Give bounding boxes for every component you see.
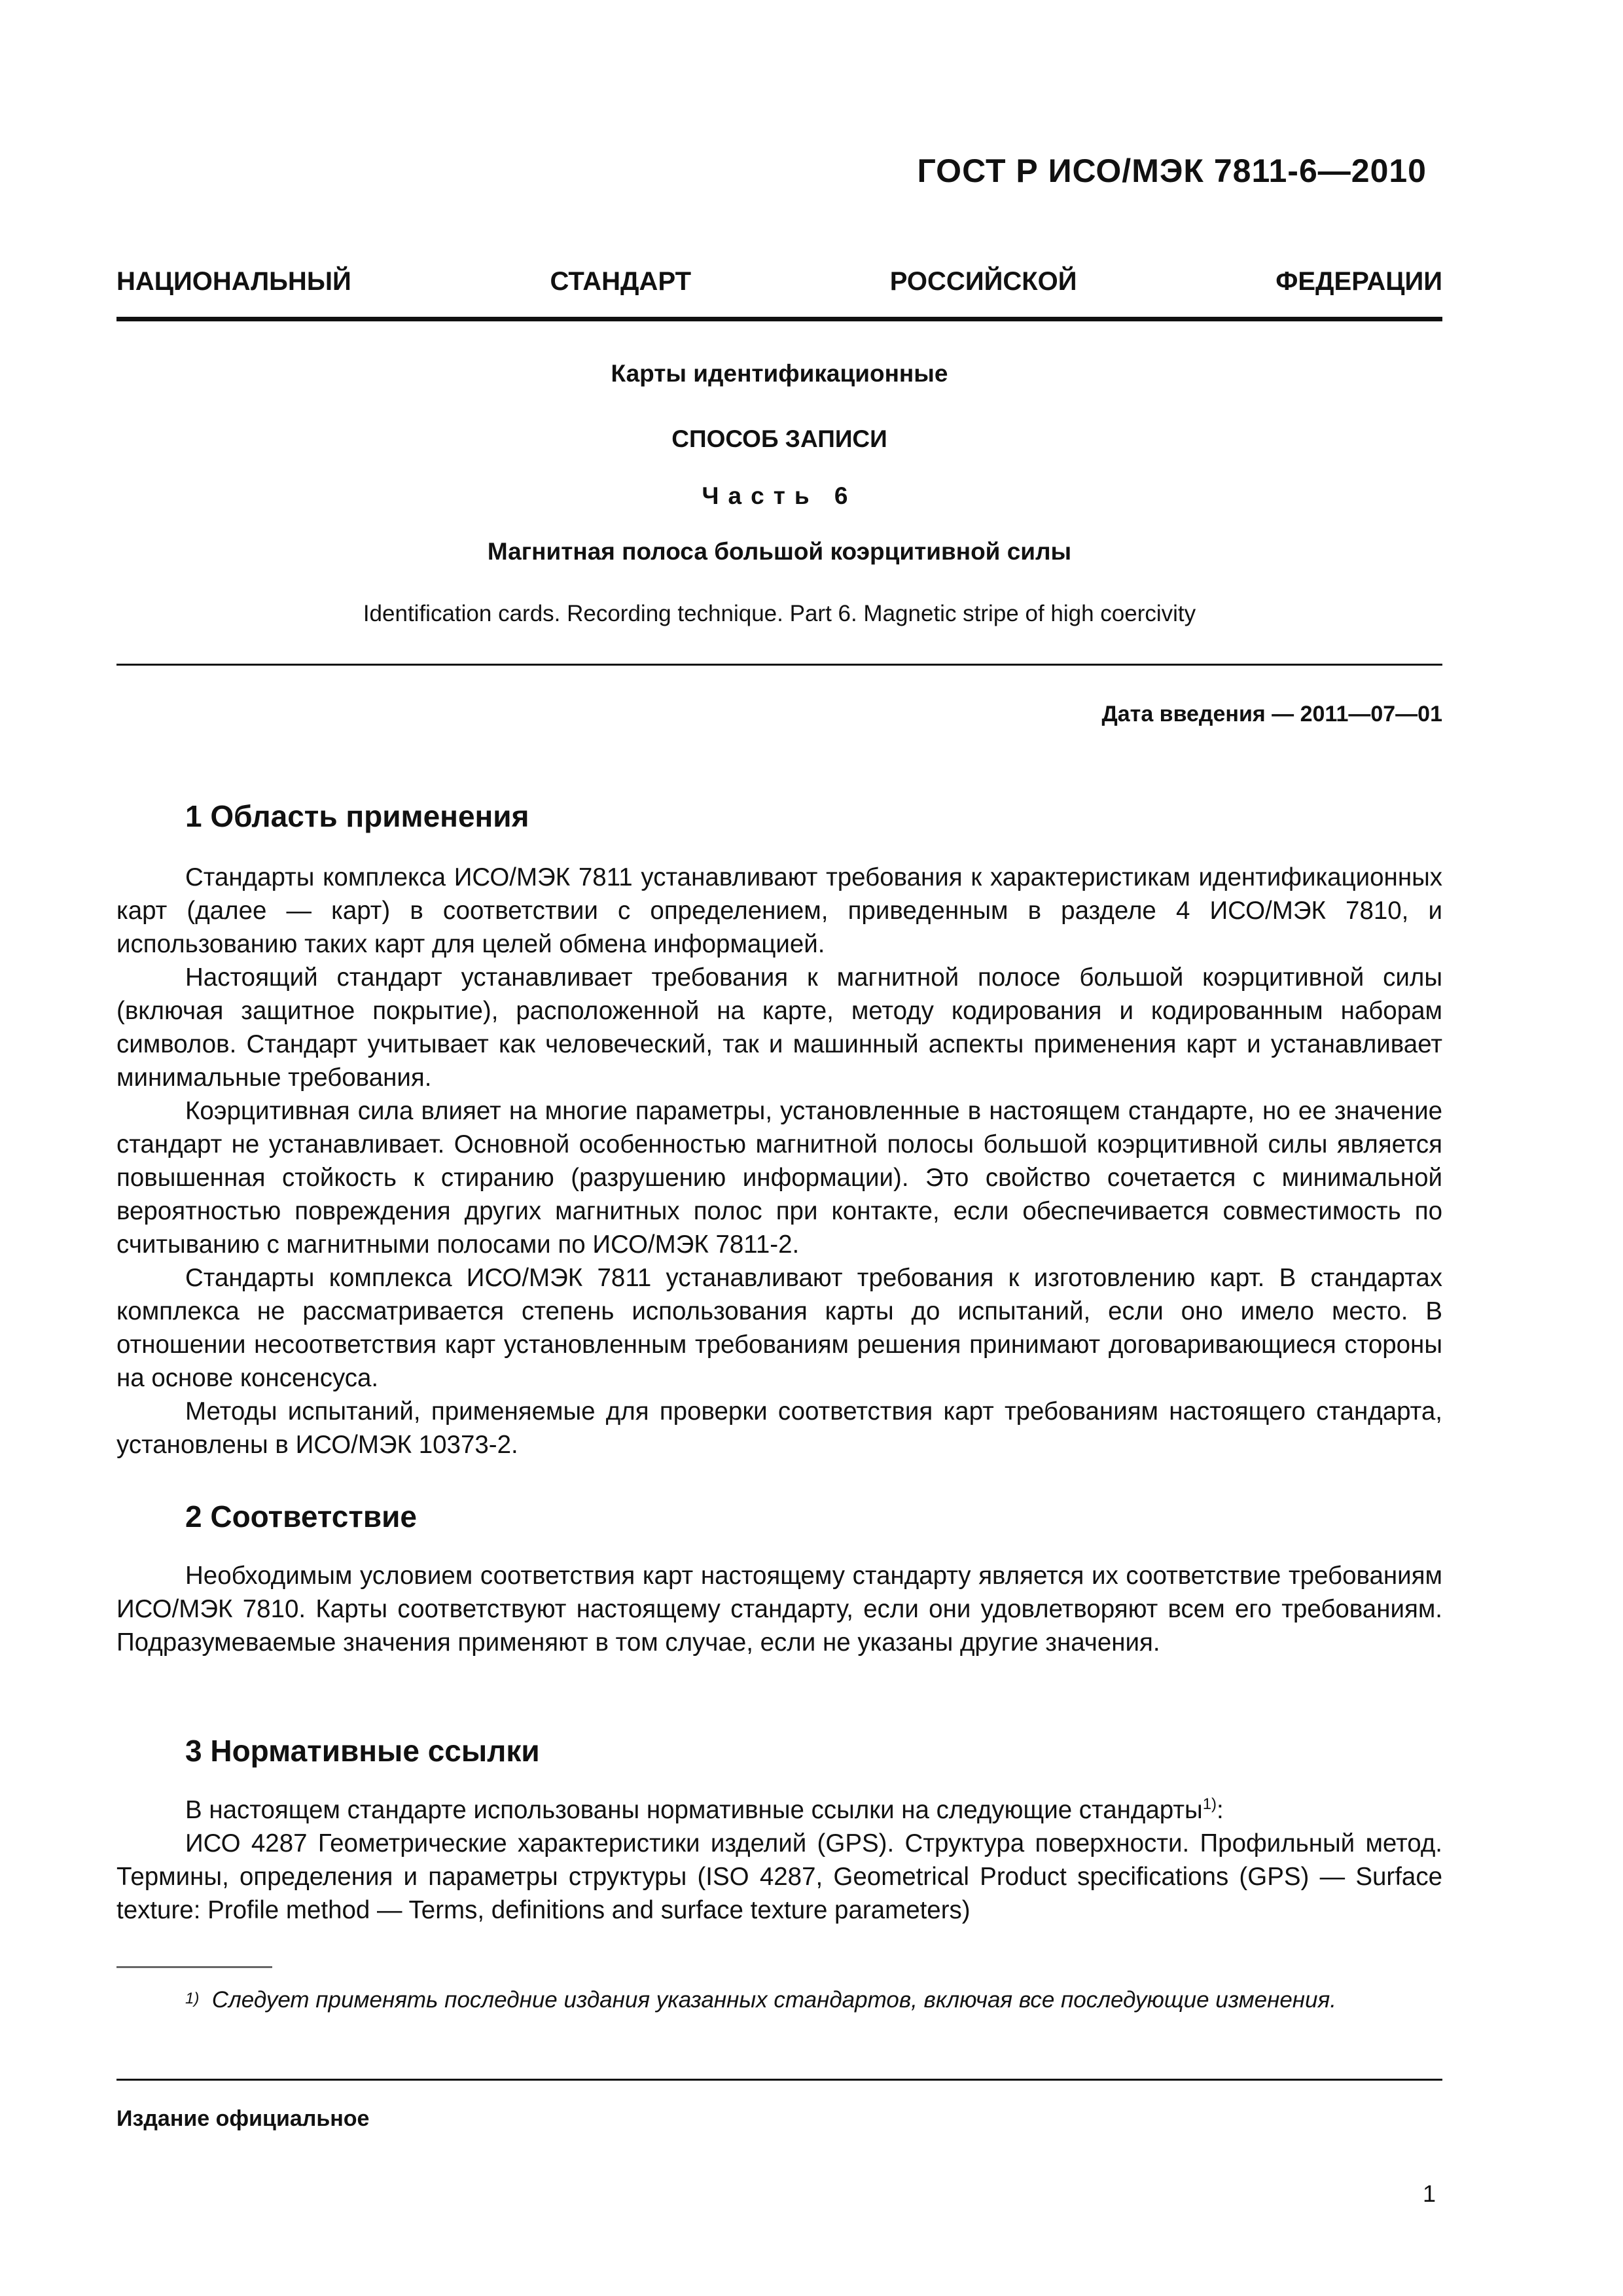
title-rule (116, 664, 1442, 666)
paragraph: Необходимым условием соответствия карт настоящему стандарту является их соответствие требованиям ИСО/МЭК 7810. Карты соответствуют настоящему стандарту, если они удовлетворяют всем его требованиям. Подразумеваемые значения применяют в том случае, если не указаны другие значения. (116, 1562, 1442, 1657)
footnote-separator (116, 1966, 272, 1968)
header-rule (116, 317, 1442, 321)
footnote-mark: 1) (185, 1990, 200, 2007)
paragraph: Стандарты комплекса ИСО/МЭК 7811 устанавливают требования к характеристикам идентификационных карт (далее — карт) в соответствии с определением, приведенным в разделе 4 ИСО/МЭК 7810, и использованию таких карт для целей обмена информацией. (116, 863, 1442, 958)
national-standard-banner: НАЦИОНАЛЬНЫЙ СТАНДАРТ РОССИЙСКОЙ ФЕДЕРАЦИИ (116, 267, 1442, 296)
paragraph: ИСО 4287 Геометрические характеристики изделий (GPS). Структура поверхности. Профильный метод. Термины, определения и параметры структуры (ISO 4287, Geometrical Product specifications (GPS) — Surface texture: Profile method — Terms, definitions and surface texture parameters) (116, 1829, 1442, 1924)
footnote-reference[interactable]: 1) (1202, 1795, 1217, 1814)
title-part: Часть 6 (702, 482, 857, 509)
section-body (116, 1559, 1442, 1659)
section-heading: 2 Соответствие (185, 1499, 417, 1534)
paragraph: Настоящий стандарт устанавливает требования к магнитной полосе большой коэрцитивной силы (включая защитное покрытие), расположенной на карте, методу кодирования и кодированным наборам символов. Стандарт учитывает как человеческий, так и машинный аспекты применения карт и устанавливает минимальные требования. (116, 963, 1442, 1092)
paragraph: Коэрцитивная сила влияет на многие параметры, установленные в настоящем стандарте, но ее значение стандарт не устанавливает. Основной особенностью магнитной полосы большой коэрцитивной силы является повышенная стойкость к стиранию (разрушению информации). Это свойство сочетается с минимальной вероятностью повреждения других магнитных полос при контакте, если обеспечивается совместимость по считыванию с магнитными полосами по ИСО/МЭК 7811-2. (116, 1097, 1442, 1259)
paragraph: Методы испытаний, применяемые для проверки соответствия карт требованиям настоящего стандарта, установлены в ИСО/МЭК 10373-2. (116, 1397, 1442, 1459)
footnote (185, 1987, 1336, 2013)
title-english: Identification cards. Recording technique. Part 6. Magnetic stripe of high coercivity (363, 601, 1196, 626)
page-number: 1 (1422, 2180, 1436, 2207)
title-method: СПОСОБ ЗАПИСИ (671, 425, 887, 452)
footer-rule (116, 2079, 1442, 2081)
footnote-text: Следует применять последние издания указанных стандартов, включая все последующие изменения. (211, 1987, 1336, 2013)
edition-label: Издание официальное (116, 2106, 370, 2131)
section-body (116, 861, 1442, 1462)
section-heading: 3 Нормативные ссылки (185, 1734, 540, 1768)
section-body (116, 1793, 1442, 1927)
paragraph (116, 1793, 1442, 1827)
title-cards: Карты идентификационные (611, 360, 948, 387)
paragraph-suffix: : (1217, 1796, 1224, 1824)
paragraph-text: В настоящем стандарте использованы нормативные ссылки на следующие стандарты (185, 1796, 1203, 1824)
introduction-date: Дата введения — 2011—07—01 (1101, 702, 1442, 726)
document-code: ГОСТ Р ИСО/МЭК 7811-6—2010 (917, 152, 1427, 189)
paragraph: Стандарты комплекса ИСО/МЭК 7811 устанавливают требования к изготовлению карт. В стандартах комплекса не рассматривается степень использования карты до испытаний, если оно имело место. В отношении несоответствия карт установленным требованиям решения принимают договаривающиеся стороны на основе консенсуса. (116, 1264, 1442, 1392)
title-subtitle: Магнитная полоса большой коэрцитивной силы (487, 538, 1072, 565)
section-heading: 1 Область применения (185, 799, 529, 833)
